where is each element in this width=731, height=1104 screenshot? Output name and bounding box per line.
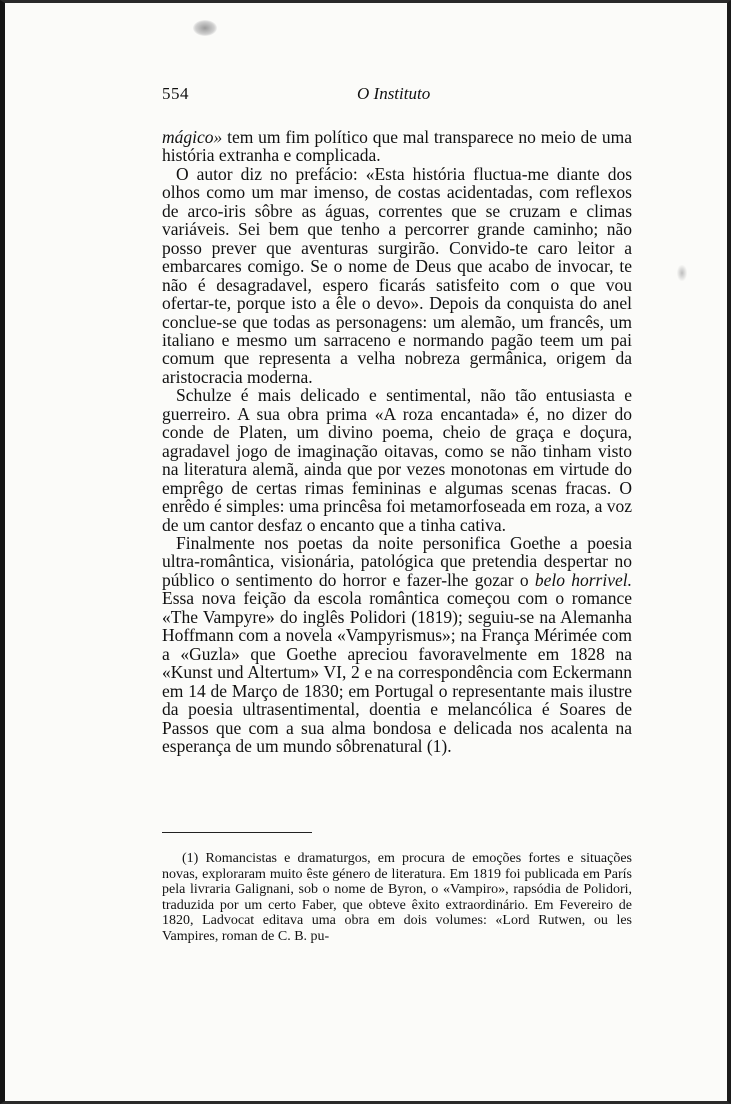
footnotes [162, 851, 632, 944]
paragraph [162, 386, 632, 534]
running-title: O Instituto [357, 84, 431, 103]
paragraph [162, 128, 632, 165]
text-span: Essa nova feição da escola romântica começou com o romance «The Vampyre» do inglês Polidori (1819); seguiu-se na Alemanha Hoffmann com a novela «Vampyrismus»; na França Mérimée com a «Guzla» que Goethe apreciou favoravelmente em 1828 na «Kunst und Altertum» VI, 2 e na correspondência com Eckermann em 14 de Março de 1830; em Portugal o representante mais ilustre da poesia ultrasentimental, doentia e melancólica é Soares de Passos que com a sua alma bondosa e delicada nos acalenta na esperança de um mundo sôbrenatural (1). [162, 588, 632, 756]
text-span: O autor diz no prefácio: «Esta história fluctua-me diante dos olhos como um mar imenso, de costas acidentadas, com reflexos de arco-iris sôbre as águas, correntes que se cruzam e climas variáveis. Sei bem que tenho a percorrer grande caminho; não posso prever que aventuras surgirão. Convido-te caro leitor a embarcares comigo. Se o nome de Deus que acabo de invocar, te não é desagradavel, espero ficarás satisfeito com o que vou ofertar-te, porque isto a êle o devo». Depois da conquista do anel conclue-se que todas as personagens: um alemão, um francês, um italiano e mesmo um sarraceno e normando pagão teem um pai comum que representa a velha nobreza germânica, origem da aristocracia moderna. [162, 163, 632, 387]
footnote: (1) Romancistas e dramaturgos, em procura de emoções fortes e situações novas, exploraram muito êste género de literatura. Em 1819 foi publicada em París pela livraria Galignani, sob o nome de Byron, o «Vampiro», rapsódia de Polidori, traduzida por um certo Faber, que obteve êxito extraordinário. Em Fevereiro de 1820, Ladvocat editava uma obra em dois volumes: «Lord Rutwen, ou les Vampires, roman de C. B. pu- [162, 851, 632, 944]
text-span: tem um fim político que mal transparece no meio de uma história extranha e complicada. [162, 127, 632, 166]
text-span: Schulze é mais delicado e sentimental, não tão entusiasta e guerreiro. A sua obra prima «A roza encantada» é, no dizer do conde de Platen, um divino poema, cheio de graça e doçura, agradavel jogo de imaginação oitavas, como se não tinham visto na literatura alemã, ainda que por vezes monotonas em virtude do emprêgo de certas rimas femininas e algumas scenas fracas. O enrêdo é simples: uma princêsa foi metamorfoseada em roza, a voz de um cantor desfaz o encanto que a tinha cativa. [162, 385, 632, 535]
page-number: 554 [162, 84, 189, 103]
paragraph [162, 534, 632, 755]
footnote-divider [162, 832, 312, 833]
ink-speck [677, 265, 687, 281]
text-span: Finalmente nos poetas da noite personifica Goethe a poesia ultra-romântica, visionária, patológica que pretendia despertar no público o sentimento do horror e fazer-lhe gozar o [162, 532, 632, 590]
italic-text: mágico» [162, 127, 223, 147]
paragraph [162, 165, 632, 386]
ink-smudge [193, 20, 217, 36]
italic-text: belo horrivel. [534, 569, 632, 590]
page-header [162, 84, 632, 108]
body-text [162, 128, 632, 755]
